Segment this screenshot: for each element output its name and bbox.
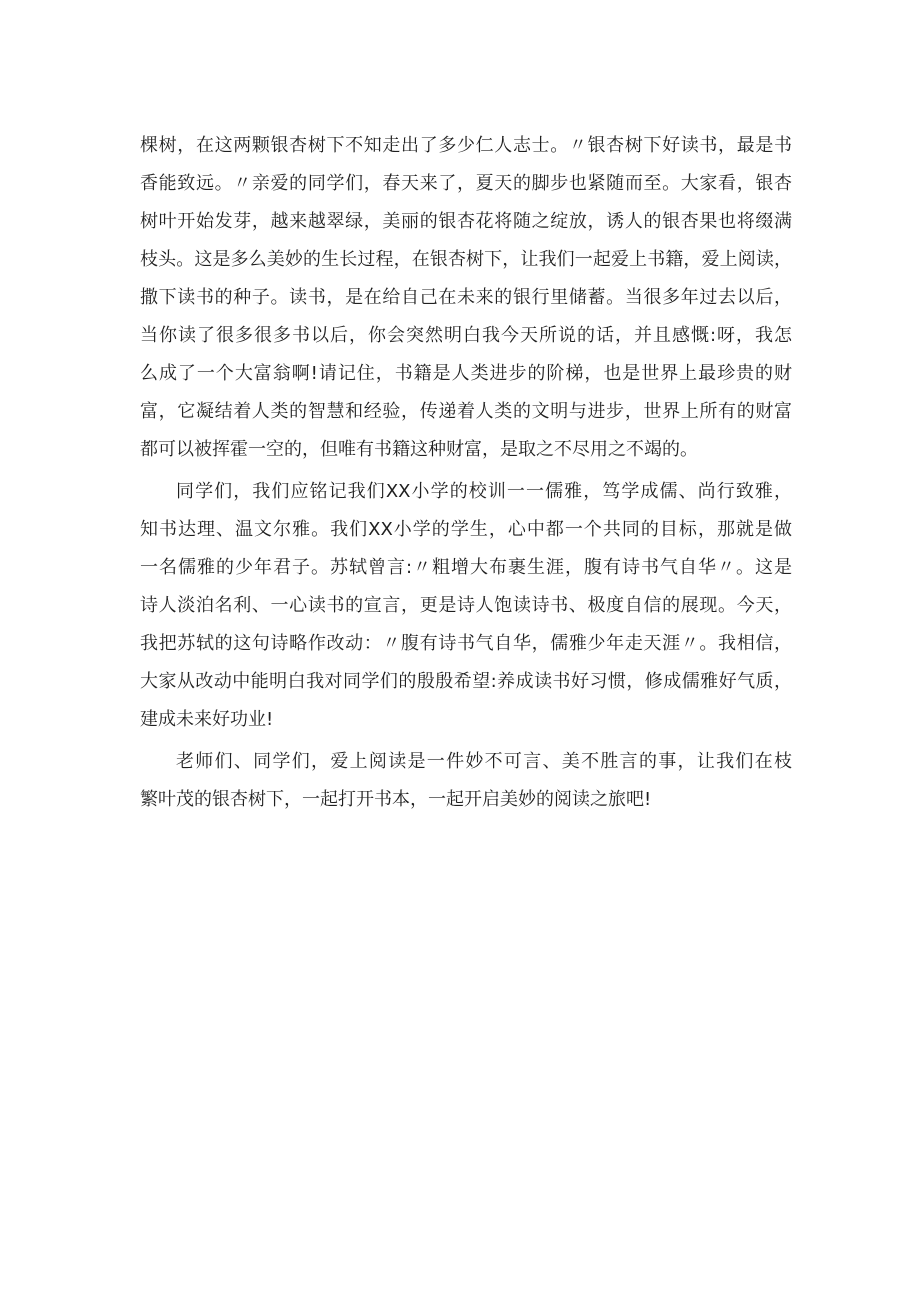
text-line: 香能致远。〃亲爱的同学们，春天来了，夏天的脚步也紧随而至。大家看，银杏 <box>140 173 792 194</box>
document-body <box>140 127 792 819</box>
text-line: 老师们、同学们，爱上阅读是一件妙不可言、美不胜言的事，让我们在枝 <box>176 751 792 772</box>
text-line: 一名儒雅的少年君子。苏轼曾言:〃粗增大布裹生涯，腹有诗书气自华〃。这是 <box>140 557 792 578</box>
text-line: 大家从改动中能明白我对同学们的殷殷希望:养成读书好习惯，修成儒雅好气质， <box>140 671 792 692</box>
paragraph-3 <box>140 743 792 819</box>
text-line: 我把苏轼的这句诗略作改动：〃腹有诗书气自华，儒雅少年走天涯〃。我相信， <box>140 633 792 654</box>
text-line: 知书达理、温文尔雅。我们XX小学的学生，心中都一个共同的目标，那就是做 <box>140 519 792 540</box>
paragraph-1 <box>140 127 792 469</box>
text-line: 当你读了很多很多书以后，你会突然明白我今天所说的话，并且感慨:呀，我怎 <box>140 325 792 346</box>
text-line: 同学们，我们应铭记我们XX小学的校训一一儒雅，笃学成儒、尚行致雅， <box>176 481 792 502</box>
text-line: 棵树，在这两颗银杏树下不知走出了多少仁人志士。〃银杏树下好读书，最是书 <box>140 135 792 156</box>
text-line: 繁叶茂的银杏树下，一起打开书本，一起开启美妙的阅读之旅吧! <box>140 789 652 810</box>
text-line: 树叶开始发芽，越来越翠绿，美丽的银杏花将随之绽放，诱人的银杏果也将缀满 <box>140 211 792 232</box>
text-line: 富，它凝结着人类的智慧和经验，传递着人类的文明与进步，世界上所有的财富 <box>140 401 792 422</box>
text-line: 诗人淡泊名利、一心读书的宣言，更是诗人饱读诗书、极度自信的展现。今天， <box>140 595 792 616</box>
text-line: 都可以被挥霍一空的，但唯有书籍这种财富，是取之不尽用之不竭的。 <box>140 439 698 460</box>
text-line: 么成了一个大富翁啊!请记住，书籍是人类进步的阶梯，也是世界上最珍贵的财 <box>140 363 792 384</box>
text-line: 建成未来好功业! <box>140 709 274 730</box>
paragraph-2 <box>140 473 792 739</box>
text-line: 枝头。这是多么美妙的生长过程，在银杏树下，让我们一起爱上书籍，爱上阅读， <box>140 249 792 270</box>
text-line: 撒下读书的种子。读书，是在给自己在未来的银行里储蓄。当很多年过去以后， <box>140 287 792 308</box>
